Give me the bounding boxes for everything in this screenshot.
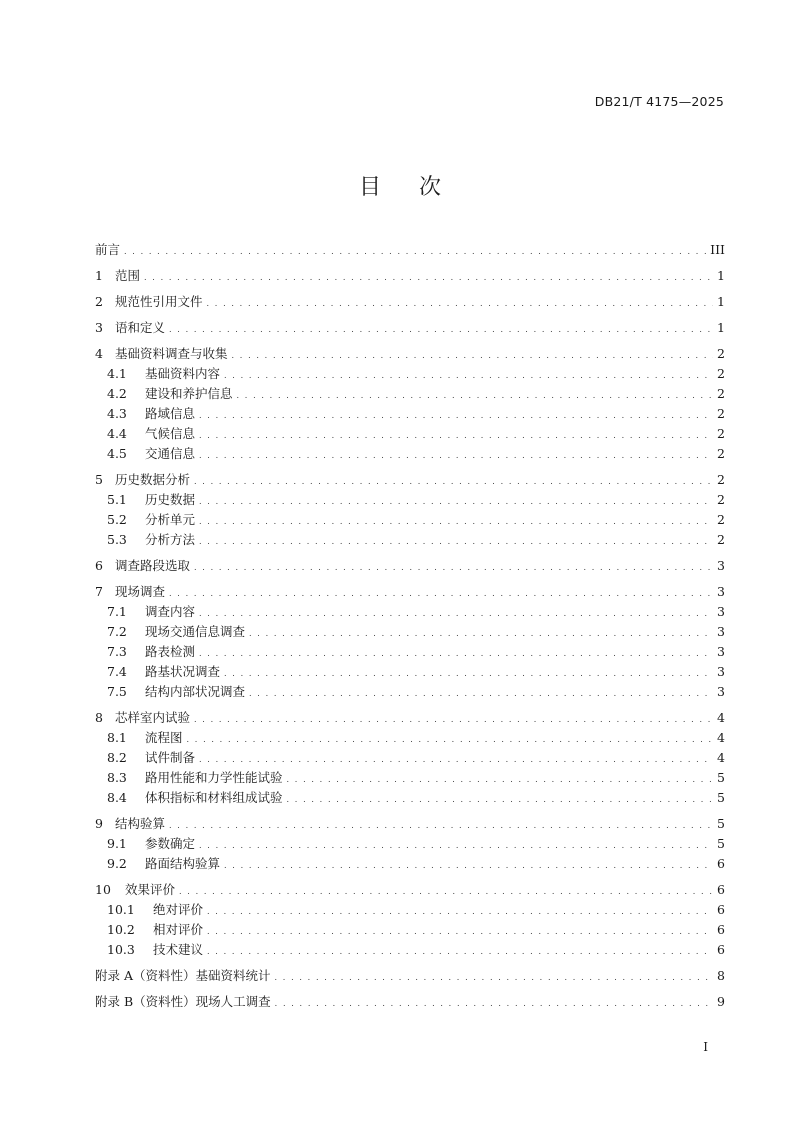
toc-entry-page: 5 [717, 770, 725, 785]
page-number: I [703, 1040, 708, 1054]
toc-entry-label: 流程图 [145, 730, 183, 745]
toc-dot-leader [199, 834, 713, 856]
toc-dot-leader [224, 364, 713, 386]
toc-entry-page: 2 [717, 492, 725, 507]
toc-entry-label: 历史数据 [145, 492, 196, 507]
toc-entry-page: 1 [717, 320, 725, 335]
toc-entry-label: 分析单元 [145, 512, 196, 527]
toc-entry-page: 2 [717, 532, 725, 547]
toc-entry[interactable] [95, 344, 725, 364]
toc-entry-label: 基础资料调查与收集 [115, 346, 228, 361]
toc-entry-page: 3 [717, 664, 725, 679]
toc-entry-number: 5.3 [107, 532, 127, 547]
toc-entry[interactable] [95, 622, 725, 642]
toc-entry-number: 7.3 [107, 644, 127, 659]
toc-entry-label: 范围 [115, 268, 141, 283]
toc-entry-number: 3 [95, 320, 103, 335]
toc-dot-leader [169, 582, 713, 604]
toc-entry-label: 基础资料内容 [145, 366, 221, 381]
toc-dot-leader [194, 556, 713, 578]
toc-entry-label: 现场调查 [115, 584, 166, 599]
toc-entry-page: 5 [717, 790, 725, 805]
toc-entry-page: 3 [717, 644, 725, 659]
toc-dot-leader [249, 682, 713, 704]
toc-entry-number: 4.1 [107, 366, 127, 381]
toc-dot-leader [275, 992, 713, 1014]
toc-entry-label: 芯样室内试验 [115, 710, 191, 725]
toc-dot-leader [207, 900, 713, 922]
toc-entry-page: 2 [717, 406, 725, 421]
toc-entry-label: 路基状况调查 [145, 664, 221, 679]
toc-entry-page: 3 [717, 584, 725, 599]
toc-entry-page: 3 [717, 604, 725, 619]
toc-entry-label: 效果评价 [125, 882, 176, 897]
toc-entry[interactable] [95, 880, 725, 900]
toc-entry-number: 2 [95, 294, 103, 309]
toc-dot-leader [287, 768, 714, 790]
toc-entry-label: 附录 B（资料性）现场人工调查 [95, 994, 271, 1009]
toc-dot-leader [249, 622, 713, 644]
toc-entry-label: 前言 [95, 242, 121, 257]
toc-dot-leader [207, 940, 713, 962]
toc-dot-leader [187, 728, 714, 750]
toc-dot-leader [199, 424, 713, 446]
toc-entry-label: 试件制备 [145, 750, 196, 765]
toc-entry[interactable] [95, 814, 725, 834]
toc-dot-leader [169, 814, 713, 836]
toc-entry[interactable] [95, 834, 725, 854]
toc-entry-page: 3 [717, 624, 725, 639]
toc-entry-page: 5 [717, 836, 725, 851]
toc-entry-label: 路用性能和力学性能试验 [145, 770, 283, 785]
toc-entry-label: 语和定义 [115, 320, 166, 335]
toc-dot-leader [224, 854, 713, 876]
toc-entry-page: 2 [717, 512, 725, 527]
toc-entry[interactable] [95, 602, 725, 622]
table-of-contents [95, 240, 725, 1012]
toc-entry-number: 8.4 [107, 790, 127, 805]
toc-entry-label: 调查路段选取 [115, 558, 191, 573]
toc-entry-page: III [710, 242, 725, 257]
toc-dot-leader [124, 240, 706, 262]
toc-dot-leader [199, 748, 713, 770]
toc-entry[interactable] [95, 642, 725, 662]
toc-entry-page: 1 [717, 294, 725, 309]
toc-dot-leader [232, 344, 714, 366]
toc-entry-number: 4.4 [107, 426, 127, 441]
toc-entry[interactable] [95, 582, 725, 602]
toc-entry-label: 规范性引用文件 [115, 294, 203, 309]
toc-entry-page: 4 [717, 750, 725, 765]
toc-entry-number: 10.2 [107, 922, 135, 937]
toc-entry[interactable] [95, 768, 725, 788]
toc-dot-leader [207, 920, 713, 942]
toc-entry-label: 建设和养护信息 [145, 386, 233, 401]
toc-dot-leader [194, 708, 713, 730]
toc-entry-label: 体积指标和材料组成试验 [145, 790, 283, 805]
toc-entry-number: 1 [95, 268, 103, 283]
toc-entry-number: 9.2 [107, 856, 127, 871]
toc-entry-page: 2 [717, 386, 725, 401]
toc-entry-label: 结构验算 [115, 816, 166, 831]
toc-entry-number: 7.2 [107, 624, 127, 639]
toc-entry[interactable] [95, 682, 725, 702]
toc-dot-leader [199, 490, 713, 512]
toc-entry-page: 2 [717, 426, 725, 441]
toc-entry-page: 6 [717, 922, 725, 937]
toc-entry-number: 7 [95, 584, 103, 599]
toc-entry[interactable] [95, 444, 725, 464]
toc-entry-number: 7.5 [107, 684, 127, 699]
document-code: DB21/T 4175—2025 [594, 94, 724, 109]
toc-entry[interactable] [95, 920, 725, 940]
toc-entry-label: 技术建议 [153, 942, 204, 957]
toc-entry-page: 6 [717, 942, 725, 957]
toc-entry-page: 1 [717, 268, 725, 283]
toc-entry-page: 6 [717, 902, 725, 917]
toc-entry[interactable] [95, 966, 725, 986]
toc-dot-leader [199, 404, 713, 426]
toc-entry-label: 历史数据分析 [115, 472, 191, 487]
toc-entry-number: 6 [95, 558, 103, 573]
toc-entry-number: 4.5 [107, 446, 127, 461]
toc-entry-label: 附录 A（资料性）基础资料统计 [95, 968, 271, 983]
toc-entry[interactable] [95, 384, 725, 404]
toc-dot-leader [144, 266, 713, 288]
toc-entry-page: 3 [717, 684, 725, 699]
toc-entry-page: 6 [717, 882, 725, 897]
toc-entry-number: 4.3 [107, 406, 127, 421]
toc-entry[interactable] [95, 854, 725, 874]
toc-entry-label: 相对评价 [153, 922, 204, 937]
toc-entry-page: 4 [717, 710, 725, 725]
toc-entry-label: 参数确定 [145, 836, 196, 851]
toc-entry-label: 分析方法 [145, 532, 196, 547]
toc-entry[interactable] [95, 708, 725, 728]
toc-dot-leader [199, 444, 713, 466]
toc-entry[interactable] [95, 530, 725, 550]
toc-entry-number: 8 [95, 710, 103, 725]
toc-entry[interactable] [95, 240, 725, 260]
toc-entry-number: 7.4 [107, 664, 127, 679]
toc-entry[interactable] [95, 900, 725, 920]
toc-dot-leader [199, 602, 713, 624]
toc-entry-page: 3 [717, 558, 725, 573]
toc-entry[interactable] [95, 318, 725, 338]
toc-entry-label: 路域信息 [145, 406, 196, 421]
toc-entry-number: 8.1 [107, 730, 127, 745]
toc-dot-leader [194, 470, 713, 492]
toc-entry-number: 9 [95, 816, 103, 831]
toc-entry-label: 路面结构验算 [145, 856, 221, 871]
toc-entry-label: 调查内容 [145, 604, 196, 619]
toc-dot-leader [287, 788, 714, 810]
toc-entry-number: 9.1 [107, 836, 127, 851]
toc-entry[interactable] [95, 424, 725, 444]
toc-entry[interactable] [95, 292, 725, 312]
toc-entry-label: 结构内部状况调查 [145, 684, 246, 699]
toc-entry-number: 4.2 [107, 386, 127, 401]
toc-dot-leader [237, 384, 714, 406]
toc-entry[interactable] [95, 490, 725, 510]
toc-entry-page: 2 [717, 472, 725, 487]
toc-dot-leader [199, 642, 713, 664]
toc-entry-page: 2 [717, 446, 725, 461]
toc-title: 目次 [358, 175, 479, 200]
toc-dot-leader [179, 880, 713, 902]
toc-entry-number: 10.1 [107, 902, 135, 917]
toc-dot-leader [199, 530, 713, 552]
toc-entry-label: 气候信息 [145, 426, 196, 441]
toc-entry[interactable] [95, 510, 725, 530]
toc-dot-leader [275, 966, 714, 988]
toc-entry[interactable] [95, 364, 725, 384]
toc-entry-number: 5 [95, 472, 103, 487]
toc-dot-leader [224, 662, 713, 684]
toc-entry[interactable] [95, 788, 725, 808]
toc-entry-number: 10.3 [107, 942, 135, 957]
toc-entry-number: 8.3 [107, 770, 127, 785]
toc-entry-label: 绝对评价 [153, 902, 204, 917]
toc-entry[interactable] [95, 556, 725, 576]
toc-entry-number: 10 [95, 882, 111, 897]
toc-dot-leader [199, 510, 713, 532]
toc-entry-page: 2 [717, 366, 725, 381]
toc-entry-number: 7.1 [107, 604, 127, 619]
toc-entry-page: 5 [717, 816, 725, 831]
toc-entry[interactable] [95, 992, 725, 1012]
toc-entry-number: 8.2 [107, 750, 127, 765]
toc-entry-label: 交通信息 [145, 446, 196, 461]
toc-entry-label: 现场交通信息调查 [145, 624, 246, 639]
toc-entry[interactable] [95, 266, 725, 286]
toc-entry-page: 4 [717, 730, 725, 745]
toc-entry[interactable] [95, 662, 725, 682]
toc-entry[interactable] [95, 728, 725, 748]
toc-dot-leader [207, 292, 714, 314]
toc-entry-number: 5.1 [107, 492, 127, 507]
toc-entry[interactable] [95, 940, 725, 960]
toc-entry-number: 4 [95, 346, 103, 361]
toc-entry[interactable] [95, 470, 725, 490]
toc-entry-page: 8 [717, 968, 725, 983]
toc-entry-page: 9 [717, 994, 725, 1009]
toc-entry-page: 2 [717, 346, 725, 361]
toc-dot-leader [169, 318, 713, 340]
toc-entry[interactable] [95, 404, 725, 424]
toc-entry[interactable] [95, 748, 725, 768]
toc-entry-number: 5.2 [107, 512, 127, 527]
toc-entry-page: 6 [717, 856, 725, 871]
toc-entry-label: 路表检测 [145, 644, 196, 659]
